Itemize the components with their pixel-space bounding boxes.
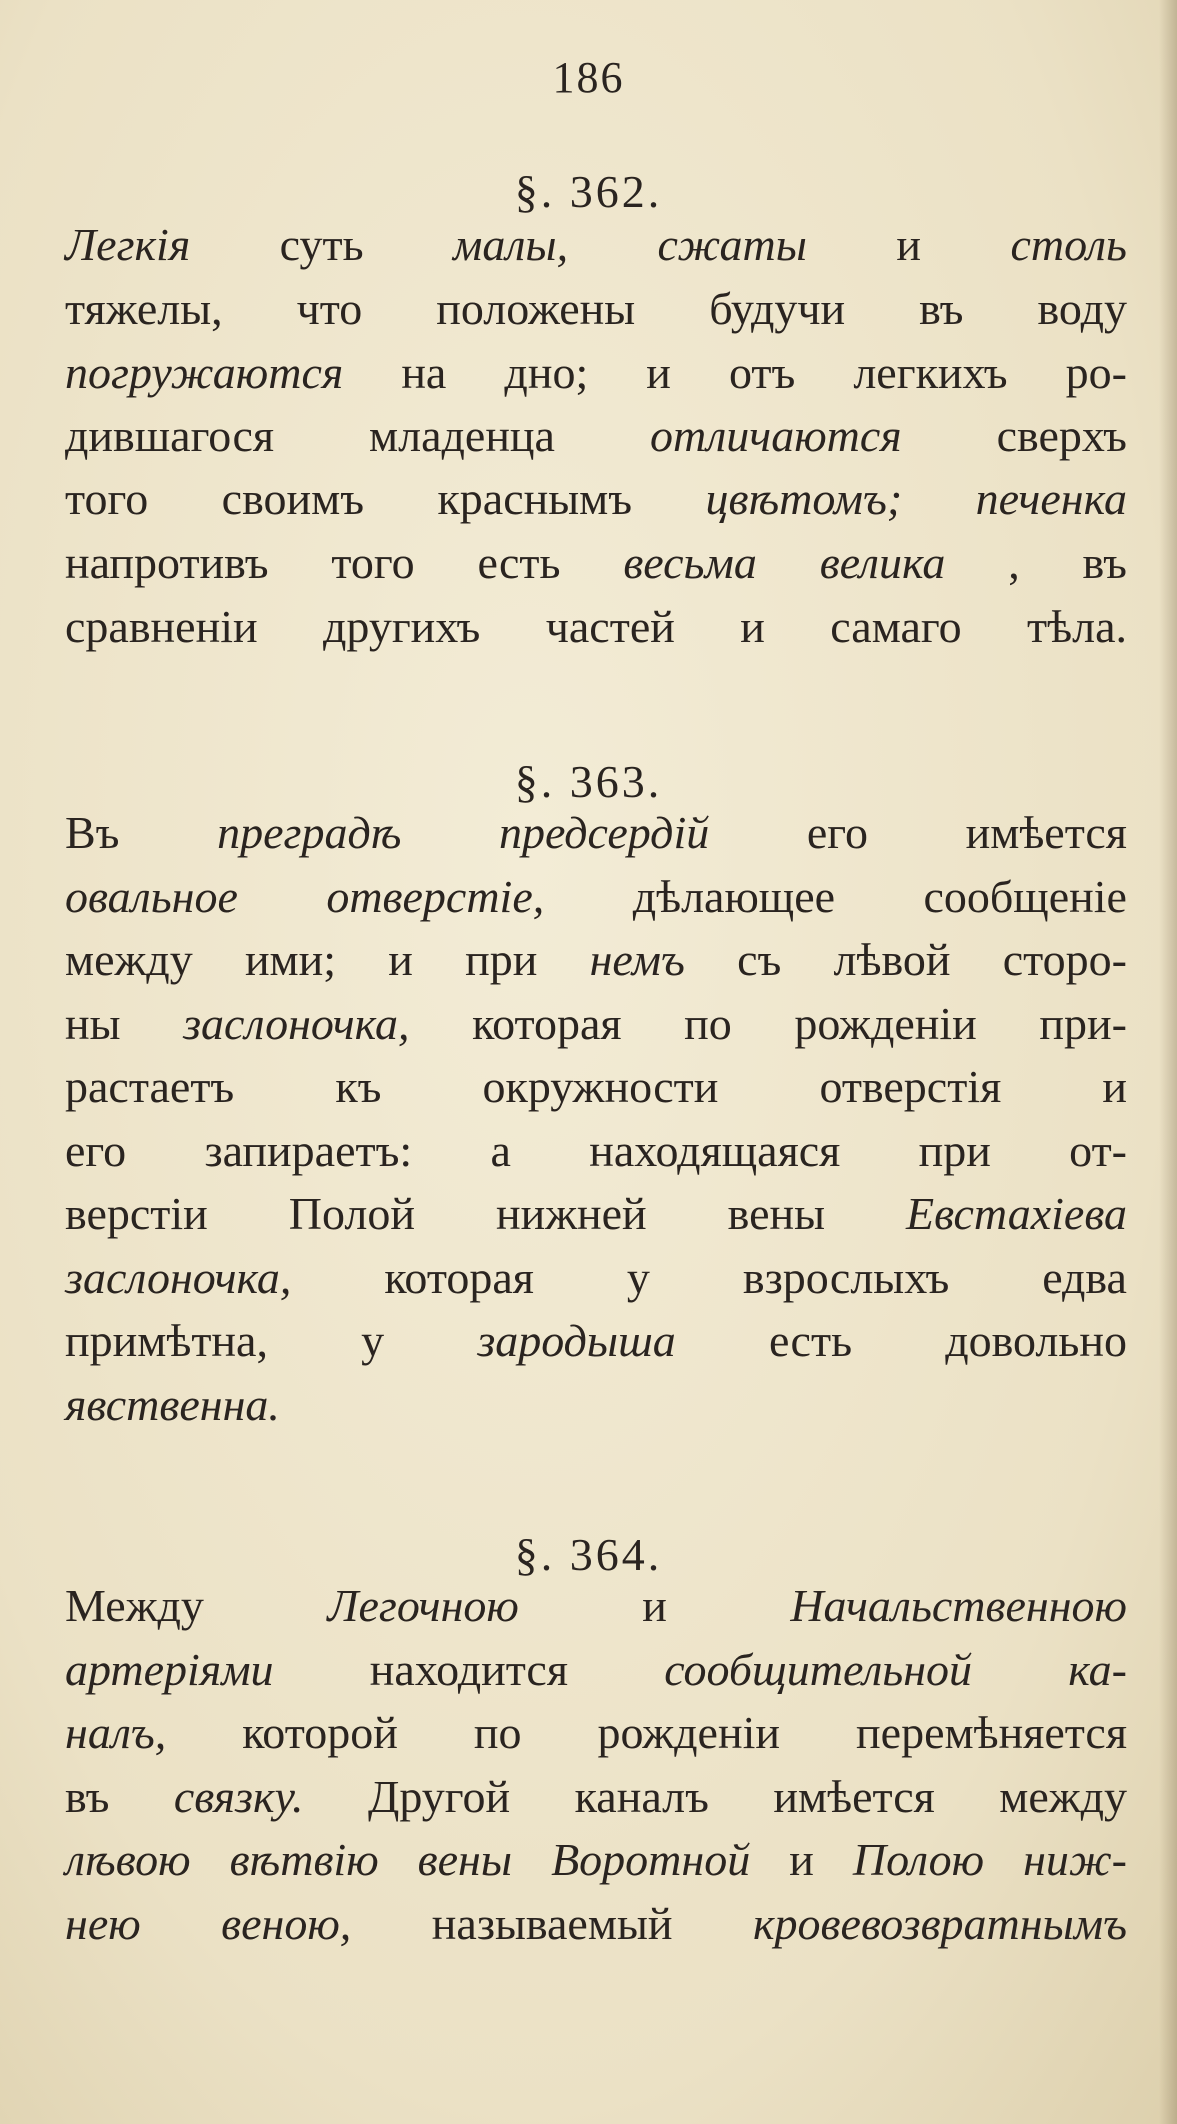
text-line — [65, 929, 1127, 991]
word: ны — [65, 998, 121, 1049]
word: веною, — [221, 1898, 352, 1949]
word: Полой — [288, 1188, 415, 1239]
word: которая — [472, 998, 622, 1049]
word: по — [684, 998, 732, 1049]
word: нею — [65, 1898, 141, 1949]
word: заслоночка, — [183, 998, 410, 1049]
word: кровевозвратнымъ — [752, 1898, 1127, 1949]
page-edge-shadow — [1159, 0, 1177, 2124]
word: и — [740, 601, 765, 652]
word: дно; — [504, 347, 589, 398]
word: къ — [335, 1061, 382, 1112]
word: будучи — [709, 283, 846, 334]
word: Между — [65, 1580, 204, 1631]
word: зародыша — [477, 1315, 676, 1366]
word: артеріями — [65, 1644, 274, 1695]
word: находится — [369, 1644, 568, 1695]
word: отличаются — [649, 410, 902, 461]
text-line — [65, 1893, 1127, 1955]
text-line — [65, 1702, 1127, 1764]
text-line — [65, 1374, 1127, 1436]
word: сжаты — [657, 219, 807, 270]
word: что — [296, 283, 363, 334]
word: и — [789, 1834, 814, 1885]
word: Легочною — [327, 1580, 519, 1631]
word: вены — [417, 1834, 513, 1885]
word: дившагося — [65, 410, 275, 461]
word: самаго — [830, 601, 962, 652]
word: его — [806, 807, 868, 858]
word: вѣтвію — [229, 1834, 379, 1885]
word: имѣется — [773, 1771, 935, 1822]
word: лѣвой — [833, 934, 951, 985]
word: въ — [65, 1771, 110, 1822]
word: рожденіи — [597, 1707, 780, 1758]
word: въ — [919, 283, 964, 334]
text-line — [65, 1183, 1127, 1245]
word: ими; — [244, 934, 337, 985]
word: которая — [384, 1252, 534, 1303]
word: малы, — [453, 219, 569, 270]
word: положены — [436, 283, 636, 334]
word: и — [642, 1580, 667, 1631]
word: ро- — [1065, 347, 1127, 398]
word: цвѣтомъ; — [705, 473, 903, 524]
word: сообщительной — [664, 1644, 973, 1695]
word: младенца — [369, 410, 555, 461]
word: примѣтна, — [65, 1315, 268, 1366]
section-heading: §. 364. — [514, 1529, 663, 1580]
word: при — [465, 934, 538, 985]
word: между — [65, 934, 193, 985]
word: называемый — [431, 1898, 673, 1949]
word: съ — [737, 934, 782, 985]
word: и — [896, 219, 921, 270]
word: велика — [819, 537, 946, 588]
word: между — [999, 1771, 1127, 1822]
word: у — [626, 1252, 650, 1303]
text-line — [65, 1120, 1127, 1182]
word: при- — [1039, 998, 1127, 1049]
text-line — [65, 468, 1127, 530]
word: немъ — [589, 934, 685, 985]
word: едва — [1042, 1252, 1127, 1303]
word: связку. — [173, 1771, 304, 1822]
word: сообщеніе — [923, 871, 1127, 922]
word: при — [918, 1125, 991, 1176]
word: преградѣ — [217, 807, 402, 858]
word: на — [401, 347, 447, 398]
word: погружаются — [65, 347, 344, 398]
word: находящаяся — [589, 1125, 841, 1176]
word: верстіи — [65, 1188, 208, 1239]
word: запираетъ: — [204, 1125, 413, 1176]
word: явственна. — [65, 1379, 280, 1430]
word: и — [388, 934, 413, 985]
word: рожденіи — [794, 998, 977, 1049]
text-line — [65, 596, 1127, 658]
word: окружности — [482, 1061, 719, 1112]
word: отверстія — [819, 1061, 1002, 1112]
text-line — [65, 1766, 1127, 1828]
word: другихъ — [323, 601, 481, 652]
word: ка- — [1068, 1644, 1127, 1695]
word: того — [65, 473, 149, 524]
text-line — [65, 1056, 1127, 1118]
word: предсердій — [499, 807, 710, 858]
word: нижней — [495, 1188, 647, 1239]
word: есть — [768, 1315, 853, 1366]
section-heading: §. 362. — [514, 166, 663, 217]
word: имѣется — [965, 807, 1127, 858]
word: лѣвою — [65, 1834, 191, 1885]
word: у — [361, 1315, 385, 1366]
word: въ — [1082, 537, 1127, 588]
word: частей — [545, 601, 675, 652]
word: растаетъ — [65, 1061, 235, 1112]
word: довольно — [945, 1315, 1127, 1366]
word: взрослыхъ — [742, 1252, 950, 1303]
text-line — [65, 866, 1127, 928]
word: его — [65, 1125, 127, 1176]
word: налъ, — [65, 1707, 167, 1758]
word: дѣлающее — [632, 871, 836, 922]
word: краснымъ — [437, 473, 633, 524]
word: тяжелы, — [65, 283, 223, 334]
word: тѣла. — [1027, 601, 1127, 652]
page-number: 186 — [552, 53, 625, 102]
text-line — [65, 802, 1127, 864]
word: и — [1102, 1061, 1127, 1112]
word: , — [1008, 537, 1020, 588]
text-line — [65, 278, 1127, 340]
text-line — [65, 1829, 1127, 1891]
word: печенка — [975, 473, 1127, 524]
word: воду — [1037, 283, 1127, 334]
word: своимъ — [221, 473, 364, 524]
word: а — [490, 1125, 511, 1176]
word: отъ — [728, 347, 796, 398]
text-line — [65, 342, 1127, 404]
word: вены — [727, 1188, 826, 1239]
word: Въ — [65, 807, 120, 858]
word: легкихъ — [853, 347, 1008, 398]
word: заслоночка, — [65, 1252, 292, 1303]
word: отверстіе, — [326, 871, 545, 922]
word: сравненіи — [65, 601, 258, 652]
word: овальное — [65, 871, 238, 922]
word: Легкія — [65, 219, 191, 270]
word: столь — [1010, 219, 1127, 270]
word: каналъ — [574, 1771, 709, 1822]
word: есть — [477, 537, 561, 588]
word: Полою — [852, 1834, 985, 1885]
word: Воротной — [551, 1834, 751, 1885]
word: ниж- — [1023, 1834, 1127, 1885]
text-line — [65, 214, 1127, 276]
word: от- — [1069, 1125, 1127, 1176]
word: сторо- — [1002, 934, 1127, 985]
word: которой — [242, 1707, 398, 1758]
text-line — [65, 993, 1127, 1055]
word: весьма — [623, 537, 757, 588]
word: Другой — [368, 1771, 511, 1822]
word: Евстахіева — [906, 1188, 1127, 1239]
word: напротивъ — [65, 537, 269, 588]
text-line — [65, 1310, 1127, 1372]
word: того — [331, 537, 415, 588]
section-heading: §. 363. — [514, 756, 663, 807]
word: сверхъ — [996, 410, 1127, 461]
word: и — [646, 347, 671, 398]
word: Начальственною — [790, 1580, 1127, 1631]
word: суть — [279, 219, 364, 270]
text-line — [65, 532, 1127, 594]
text-line — [65, 1575, 1127, 1637]
word: по — [473, 1707, 522, 1758]
text-line — [65, 1247, 1127, 1309]
text-line — [65, 1639, 1127, 1701]
text-line — [65, 405, 1127, 467]
word: перемѣняется — [856, 1707, 1127, 1758]
